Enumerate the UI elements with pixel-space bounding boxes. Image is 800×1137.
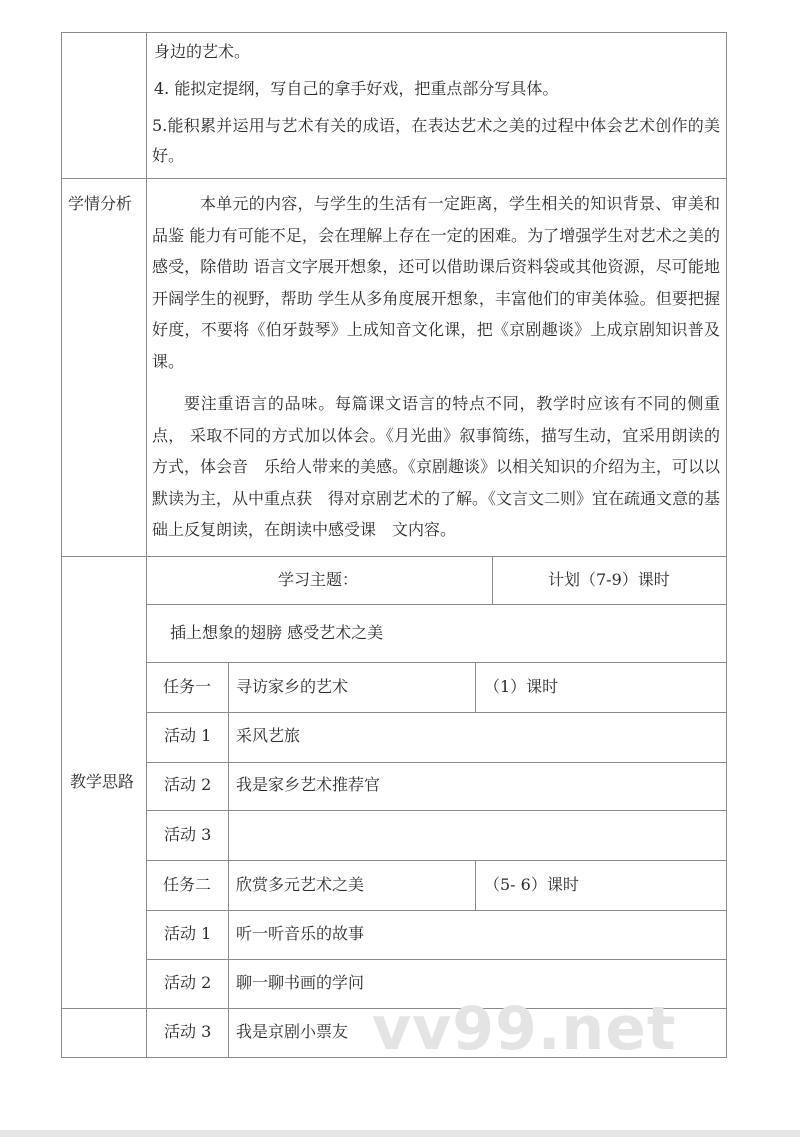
analysis-paragraph-1: 本单元的内容，与学生的生活有一定距离，学生相关的知识背景、审美和品鉴 能力有可能不足，会在理解上存在一定的困难。为了增强学生对艺术之美的感受，除借助 语言文字展开想象，还可以借助课后资料袋或其他资源，尽可能地开阔学生的视野，帮助 学生从多角度展开想象，丰富他们的审美体验。但要把握好度，不要将《伯牙鼓琴》上成知音文化课，把《京剧趣谈》上成京剧知识普及课。 bbox=[152, 194, 720, 371]
theme-title: 插上想象的翅膀 感受艺术之美 bbox=[170, 623, 384, 642]
task1-name: 寻访家乡的艺术 bbox=[236, 677, 349, 696]
task1-hours: （1）课时 bbox=[484, 677, 559, 696]
task2-activity-name: 听一听音乐的故事 bbox=[236, 924, 365, 943]
task1-label: 任务一 bbox=[163, 677, 212, 696]
task1-activity-name: 采风艺旅 bbox=[236, 726, 301, 745]
task2-label: 任务二 bbox=[163, 875, 212, 894]
teaching-label: 教学思路 bbox=[70, 772, 135, 791]
task2-activity-label: 活动 1 bbox=[164, 924, 212, 943]
task2-activity-label: 活动 2 bbox=[164, 973, 212, 992]
plan-hours: 计划（7-9）课时 bbox=[548, 570, 670, 589]
analysis-paragraph-2: 要注重语言的品味。每篇课文语言的特点不同，教学时应该有不同的侧重点， 采取不同的方式加以体会。《月光曲》叙事简练，描写生动，宜采用朗读的方式，体会音 乐给人带来的美感。《京剧趣谈》以相关知识的介绍为主，可以以默读为主，从中重点获 得对京剧艺术的了解。《文言文二则》宜在疏通文意的基础上反复朗读，在朗读中感受课 文内容。 bbox=[152, 394, 721, 540]
task2-activity-name: 聊一聊书画的学问 bbox=[236, 973, 365, 992]
task2-hours: （5- 6）课时 bbox=[484, 875, 579, 894]
objective-continuation: 身边的艺术。 bbox=[154, 42, 251, 61]
task1-activity-label: 活动 1 bbox=[164, 726, 212, 745]
objective-item-5: 5.能积累并运用与艺术有关的成语，在表达艺术之美的过程中体会艺术创作的美好。 bbox=[152, 116, 720, 165]
page-bottom-edge bbox=[0, 1130, 800, 1137]
task1-activity-name: 我是家乡艺术推荐官 bbox=[236, 775, 381, 794]
objective-item-4: 4. 能拟定提纲，写自己的拿手好戏，把重点部分写具体。 bbox=[154, 79, 559, 98]
task1-activity-label: 活动 3 bbox=[164, 825, 212, 844]
watermark: vv99.net bbox=[372, 994, 677, 1064]
theme-label: 学习主题： bbox=[278, 570, 359, 589]
task1-activity-label: 活动 2 bbox=[164, 775, 212, 794]
task2-name: 欣赏多元艺术之美 bbox=[236, 875, 365, 894]
task2-activity-name: 我是京剧小票友 bbox=[236, 1022, 349, 1041]
analysis-label: 学情分析 bbox=[68, 194, 133, 213]
task2-activity-label: 活动 3 bbox=[164, 1022, 212, 1041]
